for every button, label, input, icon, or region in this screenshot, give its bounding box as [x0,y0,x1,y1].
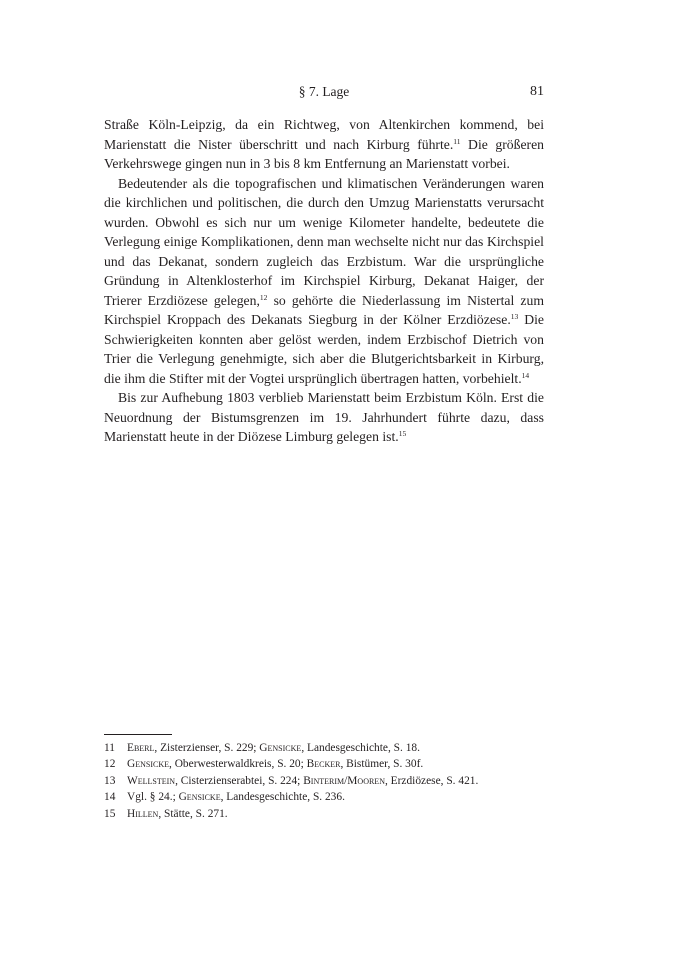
footnote-number: 14 [104,791,116,804]
citation-text: , Erzdiözese, S. 421. [384,774,479,787]
footnote [104,789,544,805]
footnote [104,740,544,756]
footnote-number: 13 [104,774,116,787]
footnote-number: 15 [104,807,116,820]
page-number: 81 [530,84,544,99]
paragraph-1 [104,115,544,174]
citation-text: , Bistümer, S. 30f. [340,758,424,771]
footnote-ref[interactable]: 12 [259,292,268,302]
footnote-ref[interactable]: 15 [398,429,407,438]
paragraph-text: so gehörte die Niederlassung im Nistertal zum Kirchspiel Kroppach des Dekanats Siegburg in der Kölner Erzdiözese. [104,292,545,327]
footnote [104,806,544,822]
paragraph-2 [104,174,544,389]
author-name: Becker [306,758,341,771]
footnote-rule [104,734,172,735]
author-name: Gensicke [127,758,170,771]
paragraph-text: Die Schwierigkeiten konnten aber gelöst werden, indem Erzbischof Dietrich von Trier die Verlegung genehmigte, sich aber die Blutgerichtsbarkeit in Kirburg, die ihm die Stifter mit der Vogtei ursprünglich übertragen hatten, vorbehielt. [104,312,544,386]
paragraph-3 [104,388,544,447]
footnote [104,756,544,772]
section-title: § 7. Lage [298,84,350,99]
author-name: Eberl [127,742,155,754]
author-name: Gensicke [178,791,221,804]
citation-text: , Stätte, S. 271. [158,807,228,820]
footnotes [104,740,544,822]
citation-text: , Cisterzienserabtei, S. 224; [175,774,304,787]
footnote [104,773,544,789]
citation-text: Vgl. § 24.; [127,791,179,804]
running-head [104,84,544,104]
citation-text: , Oberwesterwaldkreis, S. 20; [169,758,307,771]
author-name: Wellstein [127,774,176,787]
footnote-ref[interactable]: 13 [510,312,519,321]
citation-text: , Landesgeschichte, S. 236. [220,791,345,804]
footnote-ref[interactable]: 11 [453,136,461,146]
paragraph-text: Bedeutender als die topografischen und klimatischen Veränderungen waren die kirchlichen und politischen, die durch den Umzug Marienstatts verursacht wurden. Obwohl es sich nur um wenige Kilometer handelte, bedeutete die Verlegung einige Komplikationen, denn man wechselte nicht nur das Kirchspiel und das Dekanat, sondern zugleich das Erzbistum. War die ursprüngliche Gründung in Altenklosterhof im Kirchspiel Kirburg, Dekanat Haiger, der Trierer Erzdiözese gelegen, [104,175,544,308]
footnote-ref[interactable]: 14 [521,370,530,380]
footnote-number: 12 [104,758,116,771]
footnote-number: 11 [104,742,115,754]
author-name: Gensicke [259,742,302,754]
citation-text: , Zisterzienser, S. 229; [154,742,260,754]
body-text [104,115,544,447]
paragraph-text: Die größeren Verkehrswege gingen nun in 3 bis 8 km Entfernung an Marienstatt vorbei. [104,136,544,171]
author-name: Hillen [127,807,159,820]
citation-text: , Landesgeschichte, S. 18. [301,742,420,754]
paragraph-text: Bis zur Aufhebung 1803 verblieb Marienstatt beim Erzbistum Köln. Erst die Neuordnung der Bistumsgrenzen im 19. Jahrhundert führte dazu, dass Marienstatt heute in der Diözese Limburg gelegen ist. [104,390,544,444]
author-name: Binterim/Mooren [303,774,385,787]
paragraph-text: Straße Köln-Leipzig, da ein Richtweg, von Altenkirchen kommend, bei Marienstatt die Nister überschritt und nach Kirburg führte. [104,117,544,152]
